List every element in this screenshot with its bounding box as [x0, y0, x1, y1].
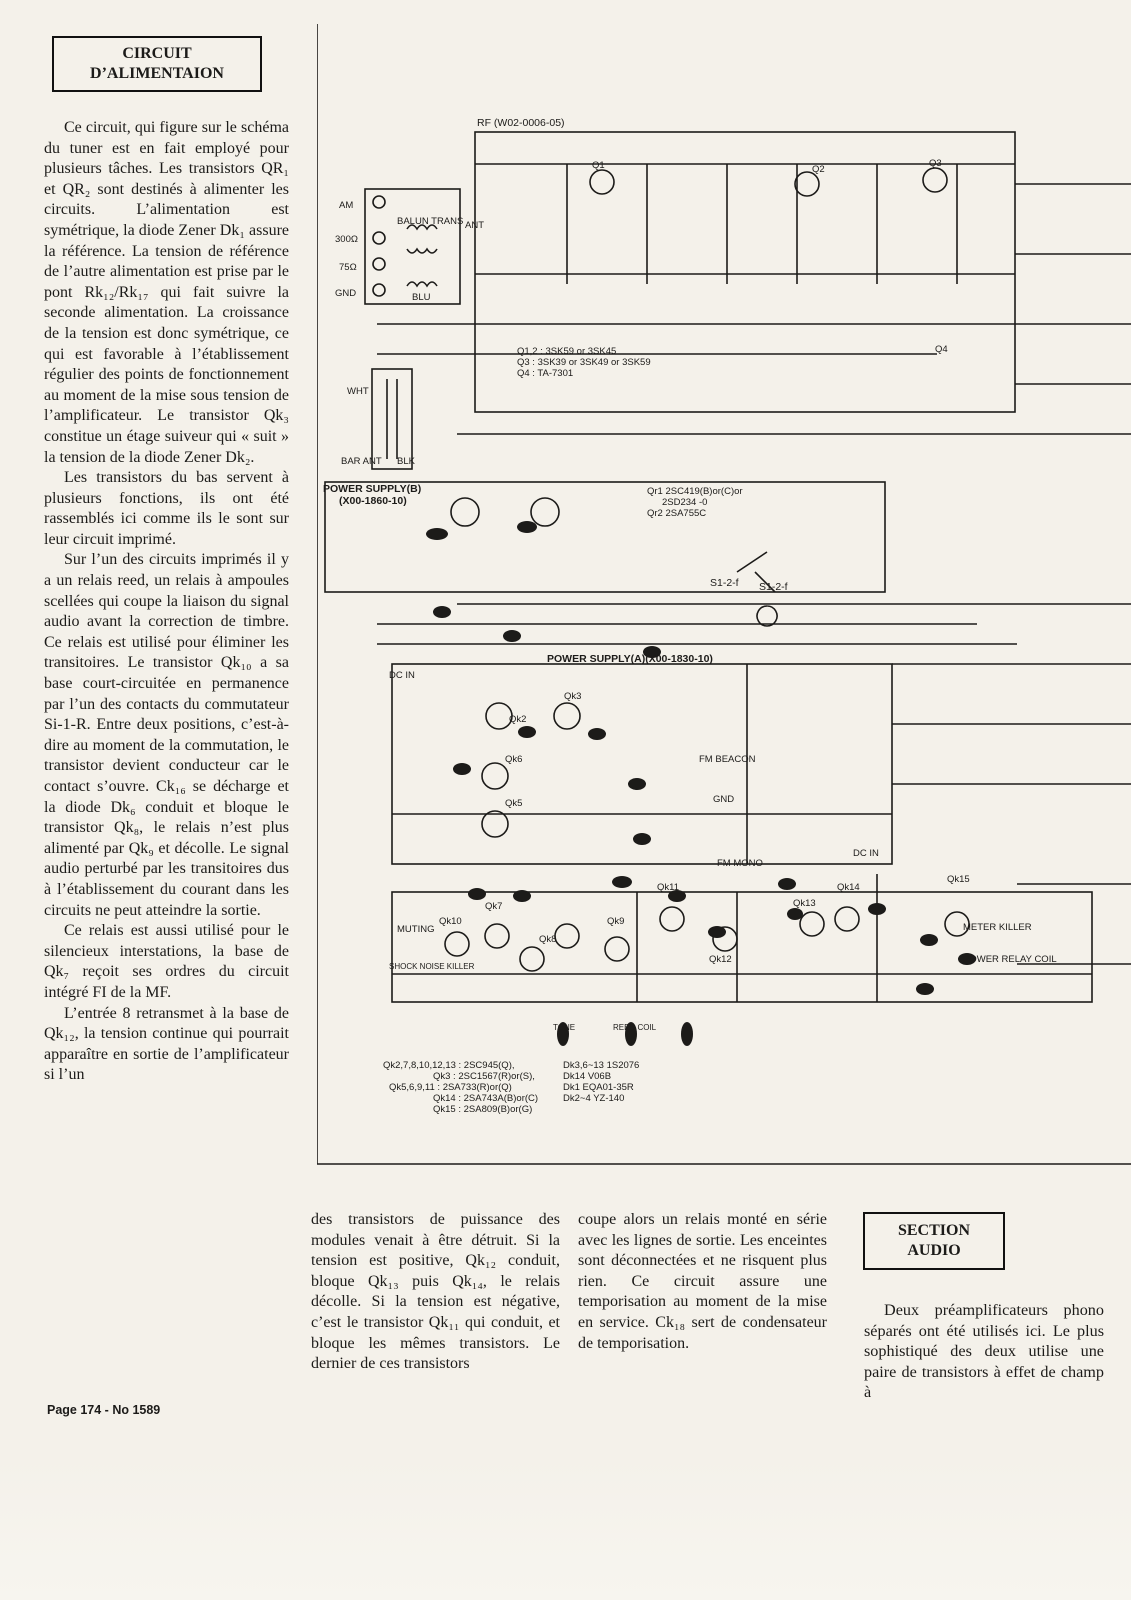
- schematic-label: POWER RELAY COIL: [963, 954, 1057, 965]
- qk-label: Qk10: [439, 916, 462, 927]
- legend-right-line: Dk14 V06B: [563, 1071, 612, 1082]
- text-column-4: [864, 1300, 1104, 1403]
- transistor-label: Q4: [935, 344, 948, 355]
- legend-left-line: Qk2,7,8,10,12,13 : 2SC945(Q),: [383, 1060, 515, 1071]
- title-line-2: AUDIO: [907, 1242, 961, 1259]
- qr-legend-line: Qr1 2SC419(B)or(C)or: [647, 486, 743, 497]
- qk-label: Qk11: [657, 882, 680, 893]
- switch-label: S1-2-f: [710, 577, 739, 589]
- schematic-label: FM BEACON: [699, 754, 756, 765]
- schematic-label: REED COIL: [613, 1023, 657, 1032]
- legend-right-line: Dk3,6~13 1S2076: [563, 1060, 640, 1071]
- schematic-label: FM MONO: [717, 858, 763, 869]
- legend-right-line: Dk1 EQA01-35R: [563, 1082, 634, 1093]
- paragraph: coupe alors un relais monté en série avec les lignes de sortie. Les enceintes sont déconnectées et ne risquent plus rien. Ce circuit assure une temporisation au moment de la mise en service. Ck₁₈ sert de condensateur de temporisation.: [578, 1211, 827, 1352]
- antenna-label: 75Ω: [339, 262, 357, 273]
- switch-label: S1-2-f: [759, 581, 788, 593]
- paragraph: Les transistors du bas servent à plusieurs fonctions, ils ont été rassemblés ici comme ils le sont sur leur circuit imprimé.: [44, 469, 289, 548]
- title-line-2: D’ALIMENTAION: [90, 65, 224, 82]
- schematic-figure: [317, 24, 1131, 1188]
- antenna-label: BAR ANT: [341, 456, 382, 467]
- paragraph: Deux préamplificateurs phono séparés ont été utilisés ici. Le plus sophistiqué des deux utilise une paire de transistors à effet de champ à: [864, 1301, 1104, 1402]
- text-column-2: [311, 1210, 560, 1375]
- antenna-label: WHT: [347, 386, 369, 397]
- rf-legend-line: Q3 : 3SK39 or 3SK49 or 3SK59: [517, 357, 651, 368]
- paragraph: L’entrée 8 retransmet à la base de Qk₁₂, la tension continue qui pourrait apparaître en sortie de l’amplificateur si l’un: [44, 1004, 289, 1084]
- transistor-label: Q3: [929, 158, 942, 169]
- qk-label: Qk3: [564, 691, 582, 702]
- legend-right-line: Dk2~4 YZ-140: [563, 1093, 625, 1104]
- text-column-3: [578, 1210, 827, 1354]
- qr-legend-line: 2SD234 -0: [662, 497, 708, 508]
- power-supply-b-code: (X00-1860-10): [339, 495, 407, 507]
- power-supply-a-label: POWER SUPPLY(A)(X00-1830-10): [547, 653, 713, 665]
- title-line-1: SECTION: [897, 1222, 971, 1239]
- paragraph: Ce relais est aussi utilisé pour le silencieux interstations, la base de Qk₇ reçoit ses ordres du circuit intégré FI de la MF.: [44, 922, 289, 1001]
- page-footer: Page 174 - No 1589: [47, 1403, 161, 1417]
- antenna-label: BLK: [397, 456, 415, 467]
- qk-label: Qk14: [837, 882, 860, 893]
- qk-label: Qk5: [505, 798, 523, 809]
- paragraph: des transistors de puissance des modules venait à être détruit. Si la tension est positive, Qk₁₂ conduit, bloque Qk₁₃ puis Qk₁₄, le relais décolle. Si la tension est négative, c’est le transistor Qk₁₁ qui conduit, et bloque les mêmes transistors. Le dernier de ces transistors: [311, 1211, 560, 1373]
- qr-legend-line: Qr2 2SA755C: [647, 508, 707, 519]
- rf-legend-line: Q1,2 : 3SK59 or 3SK45: [517, 346, 617, 357]
- schematic-label: MUTING: [397, 924, 435, 935]
- qk-label: Qk2: [509, 714, 527, 725]
- rf-board-label: RF (W02-0006-05): [477, 117, 565, 129]
- legend-left-line: Qk15 : 2SA809(B)or(G): [433, 1104, 533, 1115]
- qk-label: Qk7: [485, 901, 503, 912]
- paragraph: Ce circuit, qui figure sur le schéma du tuner est en fait employé pour plusieurs tâches. Les transistors QR₁ et QR₂ sont destinés à alimenter les circuits. L’alimentation est symétrique, la diode Zener Dk₁ assure la référence. La tension de référence de l’autre alimentation est prise par le pont Rk₁₂/Rk₁₇ qui fait suivre la seconde alimentation. La croissance de la tension est donc symétrique, ce qui est favorable à l’établissement régulier des points de fonctionnement au moment de la mise sous tension de l’amplificateur. Le transistor Qk₃ constitue un étage suiveur qui « suit » la tension de la diode Zener Dk₂.: [44, 119, 289, 466]
- qk-label: Qk13: [793, 898, 816, 909]
- schematic-label: SHOCK NOISE KILLER: [389, 962, 475, 971]
- qk-label: Qk15: [947, 874, 970, 885]
- legend-left-line: Qk14 : 2SA743A(B)or(C): [433, 1093, 539, 1104]
- schematic-label: METER KILLER: [963, 922, 1032, 933]
- paragraph: Sur l’un des circuits imprimés il y a un relais reed, un relais à ampoules scellées qui coupe la liaison du signal audio avant la correction de timbre. Ce relais est utilisé pour éliminer les transitoires. Le transistor Qk₁₀ a sa base court-circuitée en permanence par l’un des contacts du commutateur Si-1-R. Entre deux positions, c’est-à-dire au moment de la commutation, le transistor devient conducteur car le contact s’ouvre. Ck₁₆ se décharge et la diode Dk₆ conduit et bloque le transistor Qk₈, le relais n’est plus alimenté par Qk₉ et décolle. Le signal audio perturbé par les transitoires dus à l’établissement du courant dans les circuits ne peut atteindre la sortie.: [44, 551, 289, 919]
- qk-label: Qk9: [607, 916, 625, 927]
- qk-label: Qk8: [539, 934, 557, 945]
- power-supply-b-label: POWER SUPPLY(B): [323, 483, 422, 495]
- bottom-margin: [0, 1455, 1131, 1600]
- title-line-1: CIRCUIT: [122, 45, 192, 62]
- transistor-label: Q2: [812, 164, 825, 175]
- antenna-label: ANT: [465, 220, 484, 231]
- antenna-label: BALUN TRANS: [397, 216, 464, 227]
- qk-label: Qk12: [709, 954, 732, 965]
- rf-legend-line: Q4 : TA-7301: [517, 368, 574, 379]
- qk-label: Qk6: [505, 754, 523, 765]
- antenna-label: GND: [335, 288, 357, 299]
- transistor-label: Q1: [592, 160, 605, 171]
- antenna-label: 300Ω: [335, 234, 358, 245]
- schematic-label: DC IN: [853, 848, 879, 859]
- schematic-label: GND: [713, 794, 735, 805]
- schematic-label: TONE: [553, 1023, 576, 1032]
- section-title-circuit-alimentation: [52, 36, 262, 92]
- legend-left-line: Qk5,6,9,11 : 2SA733(R)or(Q): [389, 1082, 512, 1093]
- schematic-drawing: [317, 24, 1131, 1188]
- schematic-label: DC IN: [389, 670, 415, 681]
- text-column-1: [44, 118, 289, 1086]
- section-title-section-audio: [863, 1212, 1005, 1270]
- legend-left-line: Qk3 : 2SC1567(R)or(S),: [433, 1071, 535, 1082]
- antenna-label: AM: [339, 200, 354, 211]
- antenna-label: BLU: [412, 292, 431, 303]
